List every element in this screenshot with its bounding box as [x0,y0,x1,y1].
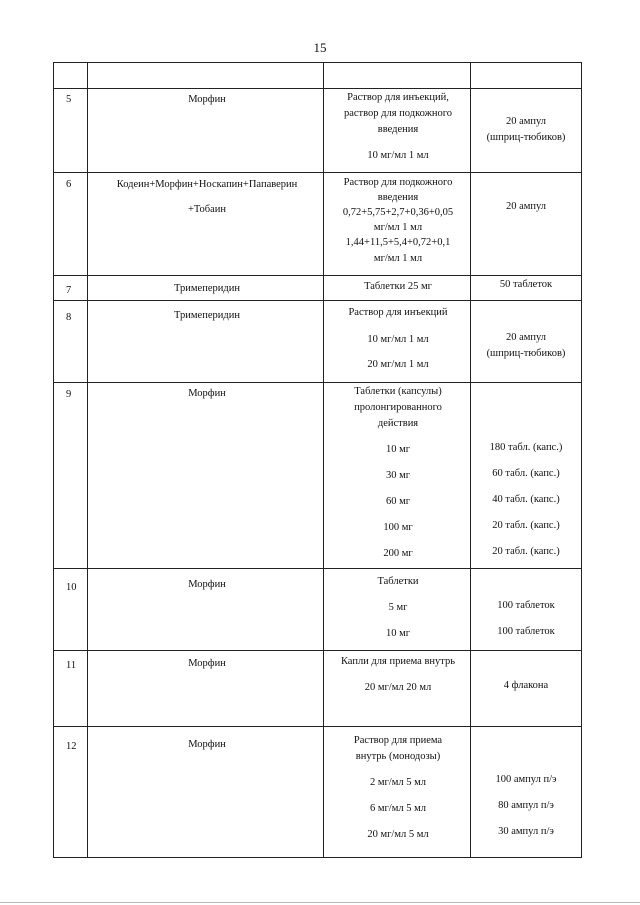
dosage-form: введения [377,124,419,135]
quantity: 50 таблеток [499,279,553,290]
column-divider-2 [323,62,324,858]
substance-name: Морфин [188,388,226,399]
dosage-strength: 6 мг/мл 5 мл [369,803,426,814]
row-number: 11 [66,660,77,671]
quantity: 100 таблеток [497,600,555,611]
dosage-strength: 2 мг/мл 5 мл [369,777,426,788]
row-9-bottom [53,568,582,569]
dosage-form: действия [377,418,419,429]
row-6-bottom [53,275,582,276]
quantity: 60 табл. (капс.) [492,468,560,479]
header-row-bottom [53,88,582,89]
quantity: 180 табл. (капс.) [489,442,563,453]
dosage-strength: 200 мг [383,548,413,559]
dosage-form: раствор для подкожного [343,108,453,119]
dosage-form: Раствор для инъекций, [347,92,449,103]
dosage-form: Раствор для инъекций [348,307,448,318]
dosage-strength: 5 мг [388,602,408,613]
dosage-strength: 0,72+5,75+2,7+0,36+0,05 [342,207,454,218]
quantity: 20 табл. (капс.) [492,520,560,531]
column-divider-1 [87,62,88,858]
row-number: 7 [66,285,72,296]
dosage-form: Таблетки 25 мг [364,281,432,292]
scan-edge-line [0,902,640,903]
row-number: 10 [66,582,77,593]
quantity: 20 табл. (капс.) [492,546,560,557]
table-border-right [581,62,582,858]
row-5-bottom [53,172,582,173]
dosage-form: Таблетки (капсулы) [354,386,442,397]
dosage-form: пролонгированного [354,402,442,413]
dosage-strength: 10 мг [385,628,411,639]
substance-name: Морфин [188,658,226,669]
dosage-form: Раствор для подкожного [343,177,453,188]
row-7-bottom [53,300,582,301]
substance-name: Морфин [188,94,226,105]
substance-name: Морфин [188,579,226,590]
quantity: 20 ампул [505,201,547,212]
quantity: 4 флакона [503,680,549,691]
substance-name: Тримеперидин [174,283,240,294]
quantity: 20 ампул [505,332,547,343]
dosage-strength: 1,44+11,5+5,4+0,72+0,1 [345,237,451,248]
dosage-strength: 20 мг/мл 1 мл [367,359,429,370]
dosage-form: Капли для приема внутрь [340,656,456,667]
dosage-form: Раствор для приема [353,735,443,746]
row-number: 12 [66,741,77,752]
substance-name: Кодеин+Морфин+Носкапин+Папаверин [116,179,298,190]
quantity: 20 ампул [505,116,547,127]
dosage-strength: мг/мл 1 мл [373,222,423,233]
row-number: 9 [66,389,72,400]
column-divider-3 [470,62,471,858]
row-number: 5 [66,94,72,105]
dosage-strength: мг/мл 1 мл [373,253,423,264]
dosage-strength: 60 мг [385,496,411,507]
quantity: (шприц-тюбиков) [486,348,566,359]
row-11-bottom [53,726,582,727]
dosage-strength: 10 мг [385,444,411,455]
dosage-form: внутрь (монодозы) [355,751,441,762]
dosage-strength: 20 мг/мл 20 мл [364,682,432,693]
table-bottom-border [53,857,582,858]
quantity: 30 ампул п/э [498,826,554,837]
dosage-form: введения [377,192,419,203]
quantity: 40 табл. (капс.) [492,494,560,505]
quantity: 100 ампул п/э [495,774,557,785]
quantity: (шприц-тюбиков) [486,132,566,143]
table-border-left [53,62,54,858]
dosage-strength: 30 мг [385,470,411,481]
row-number: 6 [66,179,72,190]
row-8-bottom [53,382,582,383]
dosage-strength: 10 мг/мл 1 мл [367,334,429,345]
dosage-strength: 20 мг/мл 5 мл [367,829,429,840]
row-number: 8 [66,312,72,323]
quantity: 100 таблеток [497,626,555,637]
substance-name: Тримеперидин [174,310,240,321]
quantity: 80 ампул п/э [498,800,554,811]
row-10-bottom [53,650,582,651]
substance-name: +Тобаин [187,204,227,215]
table-top-border [53,62,582,63]
page-number: 15 [313,40,327,55]
dosage-strength: 100 мг [383,522,413,533]
dosage-strength: 10 мг/мл 1 мл [367,150,429,161]
dosage-form: Таблетки [377,576,419,587]
substance-name: Морфин [188,739,226,750]
